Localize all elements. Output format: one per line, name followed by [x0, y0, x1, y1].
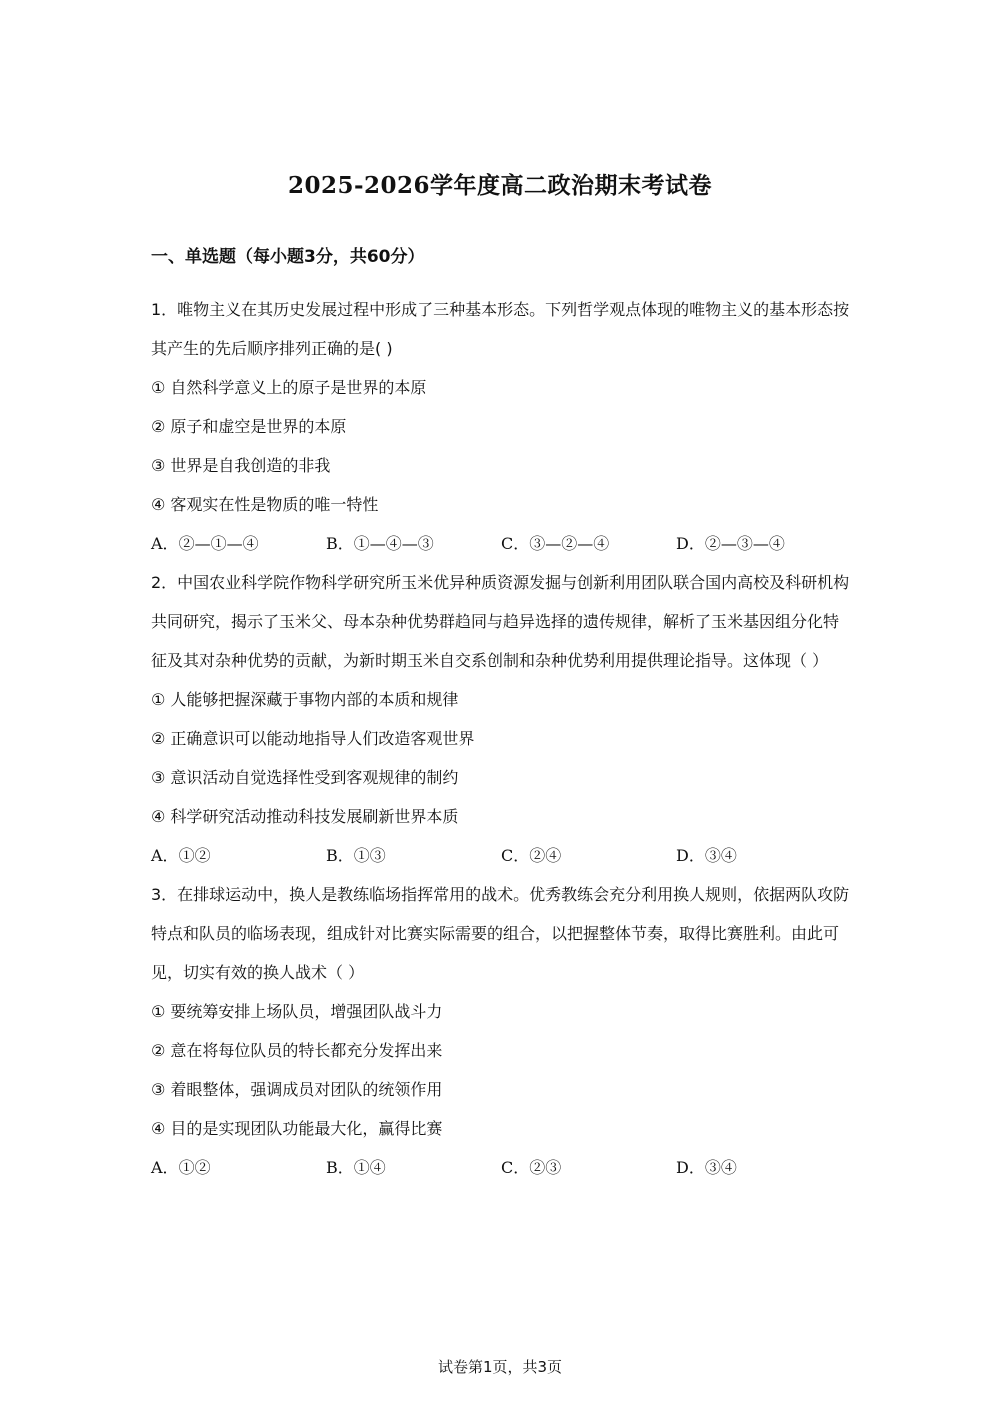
choice-c: [501, 524, 676, 563]
page-footer: 试卷第1页，共3页: [437, 1358, 563, 1376]
page-title: 2025-2026学年度高二政治期末考试卷: [287, 172, 713, 199]
question-stem: 3．在排球运动中，换人是教练临场指挥常用的战术。优秀教练会充分利用换人规则，依据两队攻防特点和队员的临场表现，组成针对比赛实际需要的组合，以把握整体节奏，取得比赛胜利。由此可见，切实有效的换人战术（ ）: [151, 885, 850, 982]
choice-letter: D．: [676, 1158, 705, 1177]
answer-choices: [151, 836, 851, 875]
choice-d: [676, 524, 851, 563]
choice-letter: C．: [501, 1158, 530, 1177]
choice-letter: D．: [676, 534, 705, 553]
choice-letter: A．: [151, 534, 179, 553]
choice-c: [501, 836, 676, 875]
choice-text: ③—②—④: [529, 534, 610, 553]
choice-a: [151, 524, 326, 563]
choice-letter: D．: [676, 846, 705, 865]
question-2: [151, 563, 851, 875]
choice-a: [151, 836, 326, 875]
choice-a: [151, 1148, 326, 1187]
choice-text: ①—④—③: [353, 534, 434, 553]
choice-d: [676, 1148, 851, 1187]
question-3: [151, 875, 851, 1187]
section-heading: 一、单选题（每小题3分，共60分）: [151, 247, 425, 267]
choice-text: ①②: [178, 1158, 211, 1177]
choice-d: [676, 836, 851, 875]
choice-letter: A．: [151, 846, 179, 865]
choice-text: ①④: [353, 1158, 386, 1177]
statement-item: ① 人能够把握深藏于事物内部的本质和规律: [151, 690, 459, 709]
choice-text: ②—③—④: [704, 534, 785, 553]
choice-b: [326, 524, 501, 563]
choice-b: [326, 1148, 501, 1187]
choice-letter: B．: [326, 1158, 354, 1177]
choice-text: ①②: [178, 846, 211, 865]
statement-item: ④ 目的是实现团队功能最大化，赢得比赛: [151, 1119, 443, 1138]
choice-letter: C．: [501, 846, 530, 865]
question-stem: 2．中国农业科学院作物科学研究所玉米优异种质资源发掘与创新利用团队联合国内高校及科研机构共同研究，揭示了玉米父、母本杂种优势群趋同与趋异选择的遗传规律，解析了玉米基因组分化特征及其对杂种优势的贡献，为新时期玉米自交系创制和杂种优势利用提供理论指导。这体现（ ）: [151, 573, 850, 670]
statement-item: ③ 意识活动自觉选择性受到客观规律的制约: [151, 768, 459, 787]
statement-item: ③ 着眼整体，强调成员对团队的统领作用: [151, 1080, 443, 1099]
statement-item: ② 意在将每位队员的特长都充分发挥出来: [151, 1041, 443, 1060]
question-stem: 1．唯物主义在其历史发展过程中形成了三种基本形态。下列哲学观点体现的唯物主义的基本形态按其产生的先后顺序排列正确的是( ): [151, 300, 850, 358]
question-list: [151, 290, 851, 1187]
choice-letter: B．: [326, 846, 354, 865]
choice-text: ②④: [529, 846, 562, 865]
choice-text: ③④: [704, 846, 737, 865]
choice-text: ①③: [353, 846, 386, 865]
choice-text: ②③: [529, 1158, 562, 1177]
statement-item: ② 原子和虚空是世界的本原: [151, 417, 347, 436]
choice-text: ②—①—④: [178, 534, 259, 553]
choice-letter: C．: [501, 534, 530, 553]
answer-choices: [151, 524, 851, 563]
choice-b: [326, 836, 501, 875]
answer-choices: [151, 1148, 851, 1187]
statement-item: ④ 科学研究活动推动科技发展刷新世界本质: [151, 807, 459, 826]
statement-item: ① 自然科学意义上的原子是世界的本原: [151, 378, 427, 397]
choice-c: [501, 1148, 676, 1187]
statement-item: ① 要统筹安排上场队员，增强团队战斗力: [151, 1002, 443, 1021]
question-1: [151, 290, 851, 563]
choice-letter: A．: [151, 1158, 179, 1177]
statement-item: ② 正确意识可以能动地指导人们改造客观世界: [151, 729, 475, 748]
choice-text: ③④: [704, 1158, 737, 1177]
statement-item: ④ 客观实在性是物质的唯一特性: [151, 495, 379, 514]
statement-item: ③ 世界是自我创造的非我: [151, 456, 331, 475]
choice-letter: B．: [326, 534, 354, 553]
